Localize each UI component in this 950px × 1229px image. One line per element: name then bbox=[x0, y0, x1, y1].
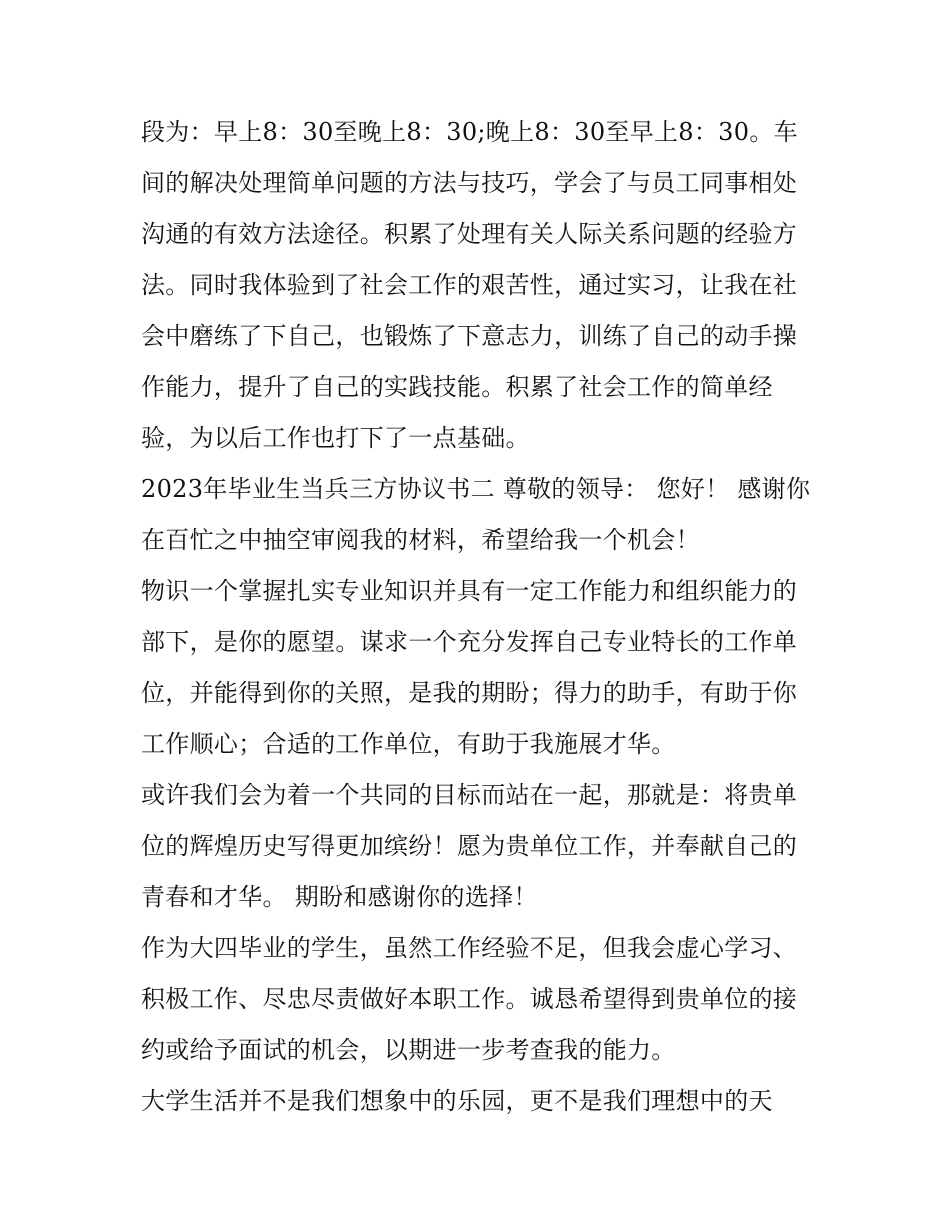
text-line: 法。同时我体验到了社会工作的艰苦性，通过实习，让我在社 bbox=[141, 271, 798, 299]
text-line: 大学生活并不是我们想象中的乐园，更不是我们理想中的天 bbox=[141, 1087, 773, 1115]
text-line: 作能力，提升了自己的实践技能。积累了社会工作的简单经 bbox=[141, 373, 773, 401]
text-line: 位，并能得到你的关照，是我的期盼；得力的助手，有助于你 bbox=[141, 679, 798, 707]
text-line: 或许我们会为着一个共同的目标而站在一起，那就是：将贵单 bbox=[141, 781, 798, 809]
text-line: 物识一个掌握扎实专业知识并具有一定工作能力和组织能力的 bbox=[141, 577, 798, 605]
text-line: 间的解决处理简单问题的方法与技巧，学会了与员工同事相处 bbox=[141, 169, 798, 197]
text-line: 积极工作、尽忠尽责做好本职工作。诚恳希望得到贵单位的接 bbox=[141, 985, 798, 1013]
text-line: 作为大四毕业的学生，虽然工作经验不足，但我会虚心学习、 bbox=[141, 934, 798, 962]
text-line: 2023年毕业生当兵三方协议书二 尊敬的领导： 您好！ 感谢你 bbox=[141, 475, 811, 503]
text-line: 沟通的有效方法途径。积累了处理有关人际关系问题的经验方 bbox=[141, 220, 798, 248]
text-line: 工作顺心；合适的工作单位，有助于我施展才华。 bbox=[141, 730, 676, 758]
text-line: 青春和才华。 期盼和感谢你的选择！ bbox=[141, 883, 538, 911]
text-line: 段为：早上8：30至晚上8：30;晚上8：30至早上8：30。车 bbox=[141, 118, 798, 146]
text-line: 部下，是你的愿望。谋求一个充分发挥自己专业特长的工作单 bbox=[141, 628, 798, 656]
text-line: 会中磨练了下自己，也锻炼了下意志力，训练了自己的动手操 bbox=[141, 322, 798, 350]
text-line: 位的辉煌历史写得更加缤纷！愿为贵单位工作，并奉献自己的 bbox=[141, 832, 798, 860]
text-line: 约或给予面试的机会，以期进一步考查我的能力。 bbox=[141, 1036, 676, 1064]
text-line: 验，为以后工作也打下了一点基础。 bbox=[141, 424, 530, 452]
text-line: 在百忙之中抽空审阅我的材料，希望给我一个机会！ bbox=[141, 526, 700, 554]
body-text bbox=[141, 107, 821, 1127]
